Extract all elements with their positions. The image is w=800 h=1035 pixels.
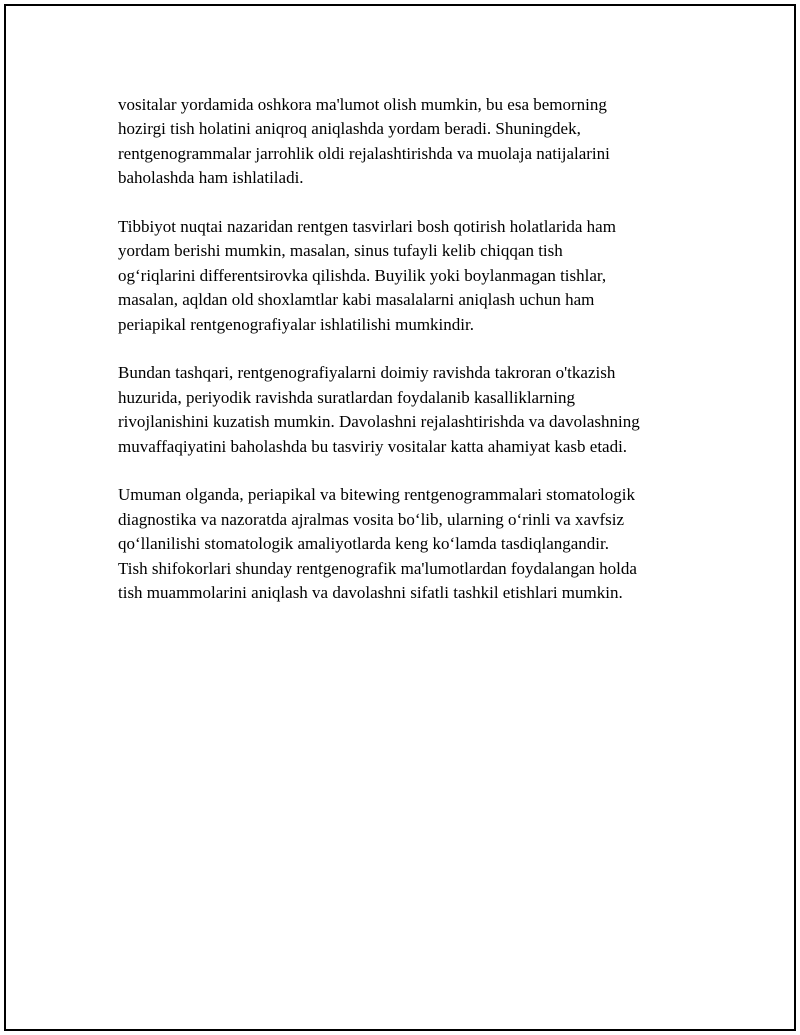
text-line: baholashda ham ishlatiladi. — [118, 168, 304, 188]
text-line: periapikal rentgenografiyalar ishlatilishi mumkindir. — [118, 314, 474, 334]
text-line: Bundan tashqari, rentgenografiyalarni doimiy ravishda takroran o'tkazish — [118, 363, 616, 383]
text-line: Tibbiyot nuqtai nazaridan rentgen tasvirlari bosh qotirish holatlarida ham — [118, 217, 616, 237]
paragraph-3 — [118, 361, 698, 459]
text-line: Tish shifokorlari shunday rentgenografik ma'lumotlardan foydalangan holda — [118, 558, 637, 578]
paragraph-1 — [118, 93, 698, 191]
text-line: rentgenogrammalar jarrohlik oldi rejalashtirishda va muolaja natijalarini — [118, 143, 610, 163]
text-line: diagnostika va nazoratda ajralmas vosita bo‘lib, ularning o‘rinli va xavfsiz — [118, 509, 625, 529]
paragraph-2 — [118, 215, 698, 337]
document-body — [118, 93, 698, 630]
text-line: masalan, aqldan old shoxlamtlar kabi masalalarni aniqlash uchun ham — [118, 290, 595, 310]
paragraph-4 — [118, 483, 698, 605]
text-line: muvaffaqiyatini baholashda bu tasviriy vositalar katta ahamiyat kasb etadi. — [118, 436, 628, 456]
text-line: qo‘llanilishi stomatologik amaliyotlarda keng ko‘lamda tasdiqlangandir. — [118, 534, 610, 554]
text-line: Umuman olganda, periapikal va bitewing rentgenogrammalari stomatologik — [118, 485, 635, 505]
text-line: yordam berishi mumkin, masalan, sinus tufayli kelib chiqqan tish — [118, 241, 563, 261]
text-line: vositalar yordamida oshkora ma'lumot olish mumkin, bu esa bemorning — [118, 95, 607, 114]
text-line: og‘riqlarini differentsirovka qilishda. Buyilik yoki boylanmagan tishlar, — [118, 265, 607, 285]
text-line: rivojlanishini kuzatish mumkin. Davolashni rejalashtirishda va davolashning — [118, 412, 640, 432]
text-line: hozirgi tish holatini aniqroq aniqlashda yordam beradi. Shuningdek, — [118, 119, 581, 139]
text-line: huzurida, periyodik ravishda suratlardan foydalanib kasalliklarning — [118, 387, 575, 407]
text-line: tish muammolarini aniqlash va davolashni sifatli tashkil etishlari mumkin. — [118, 583, 623, 603]
